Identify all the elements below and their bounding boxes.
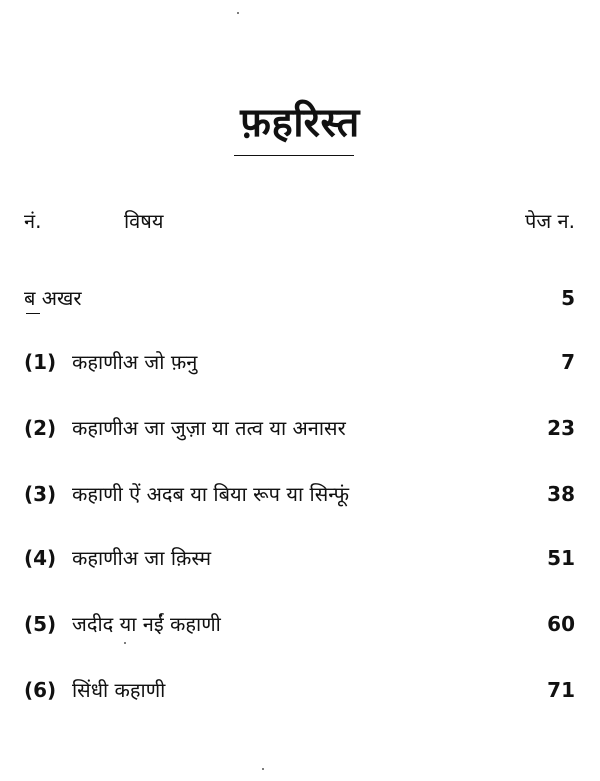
entry-number: (3) xyxy=(24,482,57,506)
entry-number: (5) xyxy=(24,612,57,636)
toc-entry xyxy=(0,540,600,576)
entry-title: कहाणीअ जा जुज़ा या तत्व या अनासर xyxy=(72,416,346,440)
entry-title: कहाणी ऐं अदब या बिया रूप या सिन्फूं xyxy=(72,482,350,506)
entry-title: कहाणीअ जा क़िस्म xyxy=(72,546,212,570)
column-header-number: नं. xyxy=(24,209,42,233)
toc-entry xyxy=(0,672,600,708)
paper-speck xyxy=(237,12,239,14)
entry-number: (4) xyxy=(24,546,57,570)
entry-title: ब अखर xyxy=(24,286,82,310)
entry-page: 23 xyxy=(547,416,575,440)
title-underline xyxy=(234,155,354,156)
toc-entry xyxy=(0,606,600,642)
column-header-subject: विषय xyxy=(124,209,164,233)
toc-entry xyxy=(0,476,600,512)
toc-entry xyxy=(0,280,600,316)
toc-entry xyxy=(0,410,600,446)
page-title: फ़हरिस्त xyxy=(240,100,360,146)
entry-title: कहाणीअ जो फ़नु xyxy=(72,350,198,374)
entry-title: सिंधी कहाणी xyxy=(72,678,166,702)
column-header-page: पेज न. xyxy=(524,209,575,233)
entry-number: (1) xyxy=(24,350,57,374)
entry-page: 71 xyxy=(547,678,575,702)
toc-entry xyxy=(0,344,600,380)
paper-speck xyxy=(124,642,126,644)
underline-mark xyxy=(26,313,40,314)
entry-page: 60 xyxy=(547,612,575,636)
entry-page: 7 xyxy=(561,350,575,374)
entry-page: 38 xyxy=(547,482,575,506)
entry-number: (6) xyxy=(24,678,57,702)
paper-speck xyxy=(262,768,264,770)
entry-title: जदीद या नईं कहाणी xyxy=(72,612,221,636)
entry-page: 51 xyxy=(547,546,575,570)
entry-number: (2) xyxy=(24,416,57,440)
entry-page: 5 xyxy=(561,286,575,310)
